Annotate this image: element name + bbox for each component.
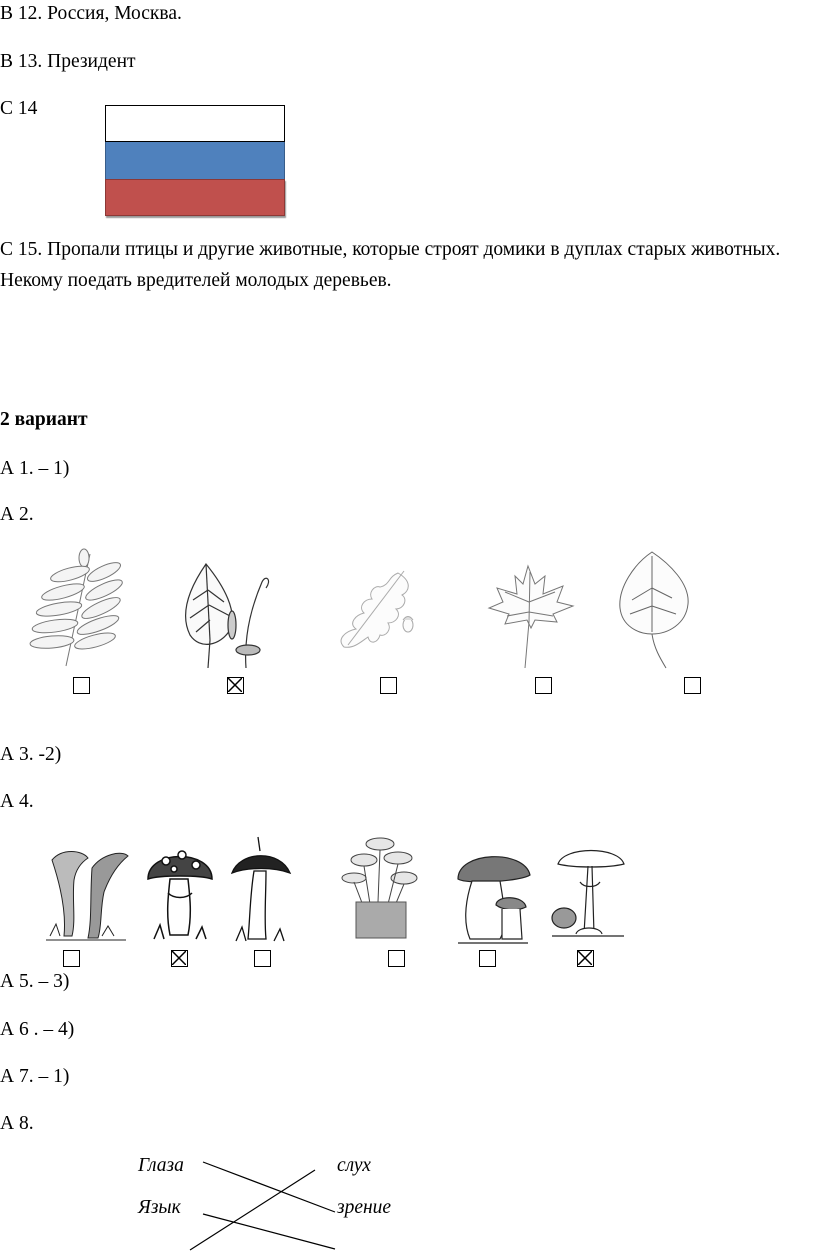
honey-fungus-image	[340, 832, 422, 944]
aspen-leaf-image	[612, 548, 694, 670]
russian-flag	[105, 105, 285, 217]
match-left-1: Глаза	[138, 1155, 184, 1176]
birch-leaf-image	[178, 560, 273, 672]
cross-mark-icon	[172, 951, 186, 965]
a2-checkbox-3[interactable]	[380, 677, 397, 694]
a2-checkbox-1[interactable]	[73, 677, 90, 694]
matching-lines	[0, 1150, 400, 1252]
answer-c14: С 14	[0, 98, 38, 119]
porcini-image	[452, 845, 534, 947]
answer-a5: А 5. – 3)	[0, 971, 70, 992]
match-line-1	[203, 1162, 335, 1212]
answer-a4: А 4.	[0, 791, 34, 812]
answer-a1: А 1. – 1)	[0, 458, 70, 479]
oak-leaf-image	[328, 565, 428, 665]
cross-mark-icon	[578, 951, 592, 965]
answer-b13: В 13. Президент	[0, 51, 136, 72]
answer-a8: А 8.	[0, 1113, 34, 1134]
answer-a3: А 3. -2)	[0, 744, 62, 765]
answer-a2: А 2.	[0, 504, 34, 525]
a4-checkbox-2[interactable]	[171, 950, 188, 967]
a2-checkbox-5[interactable]	[684, 677, 701, 694]
answer-a6: А 6 . – 4)	[0, 1019, 75, 1040]
maple-leaf-image	[483, 562, 578, 670]
a2-checkbox-2[interactable]	[227, 677, 244, 694]
a4-checkbox-4[interactable]	[388, 950, 405, 967]
a4-checkbox-1[interactable]	[63, 950, 80, 967]
dark-cap-mushroom-image	[228, 835, 293, 947]
fly-agaric-image	[140, 835, 220, 947]
a2-checkbox-4[interactable]	[535, 677, 552, 694]
a4-checkbox-3[interactable]	[254, 950, 271, 967]
cross-mark-icon	[228, 678, 242, 692]
match-left-2: Язык	[138, 1197, 181, 1218]
match-line-2	[190, 1170, 315, 1250]
answer-b12: В 12. Россия, Москва.	[0, 3, 182, 24]
flag-blue-stripe	[105, 142, 285, 179]
answer-c15: С 15. Пропали птицы и другие животные, которые строят домики в дуплах старых животных. Некому поедать вредителей молодых деревьев.	[0, 239, 781, 291]
a4-checkbox-6[interactable]	[577, 950, 594, 967]
match-right-1: слух	[337, 1155, 371, 1176]
pale-toadstool-image	[548, 842, 628, 946]
rowan-leaf-image	[28, 546, 138, 671]
match-line-3	[203, 1214, 335, 1249]
a4-checkbox-5[interactable]	[479, 950, 496, 967]
match-right-2: зрение	[337, 1197, 392, 1218]
flag-white-stripe	[105, 105, 285, 142]
variant-heading: 2 вариант	[0, 409, 88, 430]
flag-red-stripe	[105, 179, 285, 216]
chanterelle-image	[42, 840, 130, 945]
answer-a7: А 7. – 1)	[0, 1066, 70, 1087]
